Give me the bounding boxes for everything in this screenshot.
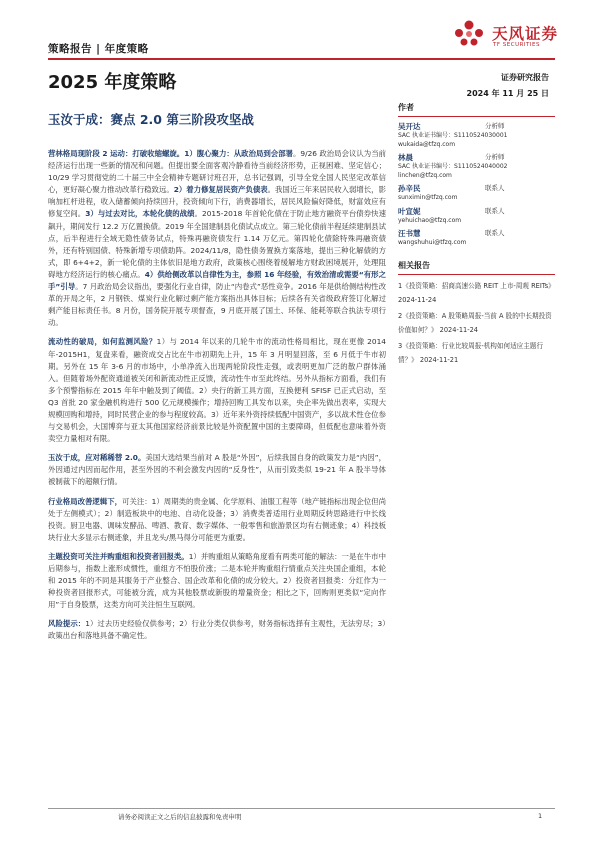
related-list <box>398 279 555 367</box>
author-role: 联系人 <box>485 229 505 237</box>
author-entry <box>398 228 555 248</box>
body-text: 3）近年来外资持续低配中国资产，多以战术性仓位参与交易机会，大国博弈与亚太其他国家经济前景比较是外资配置中国的主要障碍，但低配也意味着外资卖空力量相对有限。 <box>48 409 386 444</box>
highlight-text: 2）着力修复居民资产负债表 <box>173 185 268 195</box>
author-name: 汪书慧 <box>398 229 421 238</box>
paragraph-lead: 主题投资可关注并购重组和投资者回报类。 <box>48 551 189 561</box>
related-reports <box>398 260 555 367</box>
paragraph-lead: 营林格局现阶段 2 运动：打破收缩螺旋。 <box>48 149 185 158</box>
author-entry <box>398 183 555 203</box>
report-type: 证券研究报告 <box>501 73 549 82</box>
body-paragraph <box>48 452 386 488</box>
logo-en: TF SECURITIES <box>493 42 540 48</box>
related-heading: 相关报告 <box>398 260 555 275</box>
report-date: 2024 年 11 月 25 日 <box>466 89 549 98</box>
disclaimer-note: 请务必阅读正文之后的信息披露和免责申明 <box>118 813 242 821</box>
author-role: 联系人 <box>485 184 505 192</box>
body-text: 。7 月政治局会议指出，要强化行业自律，防止“内卷式”恶性竞争。2016 年是供给侧结构性改革的开局之年，2 月钢铁、煤炭行业化解过剩产能方案指出具体目标；后续各有关省级政府签订化解过剩产能目标责任书。8 月份，国务院开展专项督查，9 月底开展了国土、环保、能耗等联合执法专项行动。 <box>48 282 387 328</box>
body-text: 。9/26 政治局会议认为当前经济运行出现一些新的情况和问题。但提出要全面客观冷静看待当前经济形势，正视困难、坚定信心；10/29 学习贯彻党的二十届三中全会精神专题研讨班召开，总书记强调，引导全党全国人民坚定改革信心，更好凝心聚力推动改革行稳致远。 <box>48 149 386 195</box>
paragraph-lead: 风险提示： <box>48 619 86 629</box>
body-text: 可关注：1）周期类的贵金属、化学原料、油服工程等（地产链指标出现企位但尚处于左侧模式）；2）制造板块中的电池、自动化设备；3）消费类普适用行业周期反转思路进行中长线投资。厨卫电器、调味发酵品、啤酒、教育、数字媒体、一般零售和旅游景区均有右侧迹象；4）科技板块行业大多显示右侧迹象，并且龙头/黑马得分可能更为重要。 <box>48 496 386 542</box>
author-entry <box>398 121 555 149</box>
header-divider <box>48 58 555 60</box>
footer-divider <box>48 808 555 809</box>
logo-name: 天风证券 <box>492 25 559 43</box>
author-email-link[interactable]: wukaida@tfzq.com <box>398 140 456 148</box>
body-text: 美国大选结果当前对 A 股是“外因”，后续我国自身的政策发力是“内因”，外因通过内因而起作用，甚至外因的不利会激发内因的“反身性”，从而引致类似 19-21 年 A 股半导体被制裁下的超额行情。 <box>48 453 386 487</box>
body-paragraph <box>48 148 386 329</box>
page-number: 1 <box>538 812 543 820</box>
related-report-link[interactable]: 3《投资策略：行业比较周报-机构如何适应主题行情？》 2024-11-21 <box>398 341 544 364</box>
main-body <box>48 148 386 650</box>
body-text: 1）过去历史经验仅供参考；2）行业分类仅供参考，财务指标选择有主观性，无法穷尽；3）政策出台和落地具备不确定性。 <box>48 619 386 641</box>
author-role: 分析师 <box>485 122 505 130</box>
paragraph-lead: 流动性的破局，如何监测风险？ <box>48 337 157 347</box>
author-email-link[interactable]: yehuichao@tfzq.com <box>398 216 462 224</box>
author-email-link[interactable]: linchen@tfzq.com <box>398 171 452 179</box>
body-paragraph <box>48 551 386 611</box>
body-paragraph <box>48 336 386 445</box>
author-email-link[interactable]: sunximin@tfzq.com <box>398 194 458 201</box>
author-role: 联系人 <box>485 206 505 215</box>
sidebar <box>398 102 555 369</box>
author-entry <box>398 206 555 226</box>
highlight-text: 1）腹心聚力：从政治局到会部署 <box>184 149 293 158</box>
authors-heading: 作者 <box>398 102 555 117</box>
highlight-text: 3）与过去对比，本轮化债的战绩 <box>85 209 195 219</box>
author-cert: SAC 执业证书编号：S1110524040002 <box>398 163 508 170</box>
body-text: 。2015-2018 年首轮化债在于防止地方融资平台债券快速飙升，期间发行 12.2 万亿置换债。2019 年全国建制县化债试点成立。第三轮化债前半程延续建制县试点，后半程进行全域无隐性债务试点，特殊再融资债发行 1.14 万亿元。第四轮化债除特殊再融资债外，还有特别国债、特殊新增专项债助阵。2024/11/8，隐性债务置换方案落地，提出三种化解债的方式，即 6+4+2，新一轮化债的主体依旧是地方政府，政策核心围绕着缓解地方财政困境展开，处理阻碍地方经济运行的核心痛点。 <box>48 209 386 279</box>
body-text: ，互换便利 SFISF 已正式启动，至 Q3 首批 20 家金融机构进行 500 亿元规模操作；增持回购工具发布以来，央企率先做出表率，实现大规模回购和增持，同时民营企业的参与程度较高。 <box>48 385 387 419</box>
author-name: 孙辛民 <box>398 184 421 193</box>
body-paragraph <box>48 496 386 544</box>
paragraph-lead: 行业格局改善逻辑下， <box>48 496 123 506</box>
paragraph-lead: 玉汝于成，应对稀稀替 2.0。 <box>48 453 146 463</box>
report-category: 策略报告 | 年度策略 <box>48 43 149 55</box>
author-email-link[interactable]: wangshuhui@tfzq.com <box>398 239 467 246</box>
logo-mark-icon <box>452 18 486 48</box>
author-role: 分析师 <box>485 153 505 161</box>
body-text: 2）央行的新工具方面 <box>199 385 272 395</box>
author-cert: SAC 执业证书编号：S1110524030001 <box>398 132 508 139</box>
author-name: 叶宣妮 <box>398 206 421 216</box>
tf-securities-logo <box>452 14 562 54</box>
body-text: 。我国近三年来居民收入弱增长，影响加杠杆进程，收入储蓄倾向持续回升，投资倾向下行，消费器增长，居民风险偏好降低，财富效应有修复空间。 <box>48 185 386 219</box>
author-name: 吴开达 <box>398 122 421 131</box>
related-report-link[interactable]: 1《投资策略：招商高速公路 REIT 上市-周观 REITs》 2024-11-24 <box>398 281 555 304</box>
body-paragraph <box>48 618 386 642</box>
related-report-link[interactable]: 2《投资策略：A 股策略周报-当前 A 股的中长期投资价值如何？》 2024-11-24 <box>398 311 552 334</box>
page-title: 2025 年度策略 <box>48 72 177 93</box>
highlight-text: 4）供给侧改革以自律性为主，参照 16 年经验，有效治清或需要“有形之手”引导 <box>48 269 386 292</box>
author-entry <box>398 152 555 180</box>
body-text: 1）与 2014 年以来的几轮牛市的流动性格局相比，现在更像 2014 年-2015H1，复盘来看，融资成交占比在牛市初期先上升，15 年 3 月明显回落，至 6 月低于牛市初期。另外在 15 年 3-6 月的市场中，小单净流入出现两轮阶段性走强，或表明更加广泛的散户群体涌入。但随着场外配资通道被关闭和新流动性正反馈，流动性牛市至此终结。另外从指标方面看，我们有多个预警指标在 2015 年年中触及到了阈值。 <box>48 337 386 395</box>
author-list <box>398 121 555 248</box>
author-name: 林晨 <box>398 153 413 162</box>
body-text: 1）并购重组从策略角度看有两类可能的解法：一是在牛市中后期参与，指数上涨形成惯性，重组方不怕股价涨；二是本轮并购重组行情重点关注央国企重组，本轮和 2015 年的不同是其服务于产业整合、国企改革和化债的成分较大。2）投资者回报类：分红作为一种投资者回报形式，可能被分流，成为其他股票或新股的增量资金；相比之下，回购则更类似“定向作用”于自身股票，这类方向可关注恒生互联网。 <box>48 551 386 610</box>
report-subtitle: 玉汝于成：赛点 2.0 第三阶段攻坚战 <box>48 112 254 127</box>
